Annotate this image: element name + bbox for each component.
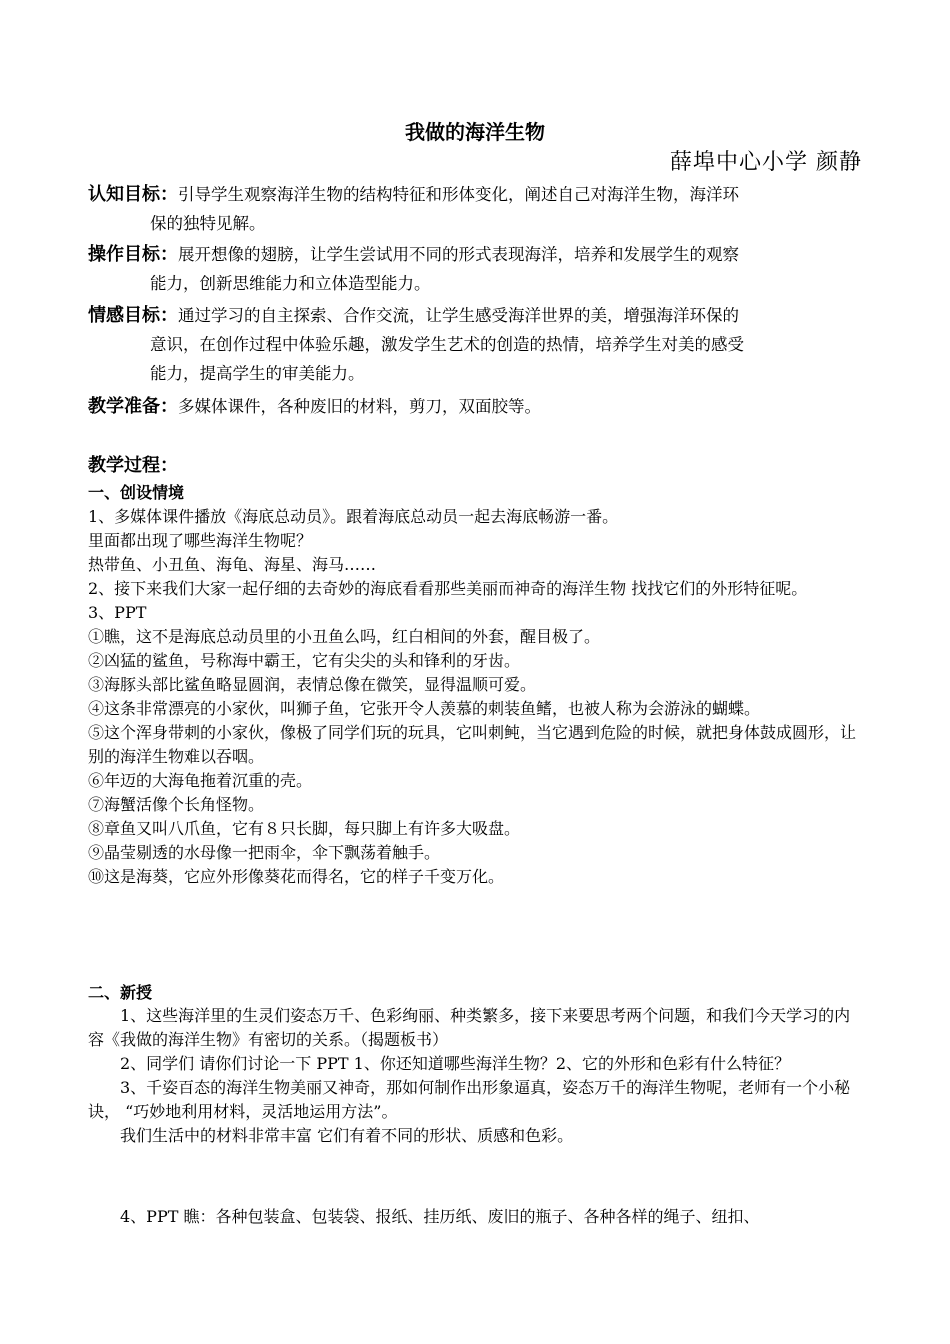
- goal-emotion: [88, 301, 866, 388]
- paragraph: 热带鱼、小丑鱼、海龟、海星、海马……: [88, 555, 377, 574]
- paragraph: 1、多媒体课件播放《海底总动员》。跟着海底总动员一起去海底畅游一番。: [88, 507, 619, 526]
- goal-text: 引导学生观察海洋生物的结构特征和形体变化，阐述自己对海洋生物，海洋环: [178, 185, 739, 204]
- goal-text-cont: 能力，创新思维能力和立体造型能力。: [150, 274, 431, 293]
- section-1-body: [88, 505, 866, 889]
- paragraph: ②凶猛的鲨鱼，号称海中霸王，它有尖尖的头和锋利的牙齿。: [88, 651, 521, 670]
- paragraph: 4、PPT 瞧：各种包装盒、包装袋、报纸、挂历纸、废旧的瓶子、各种各样的绳子、纽扣、: [120, 1207, 760, 1226]
- paragraph: 1、这些海洋里的生灵们姿态万千、色彩绚丽、种类繁多，接下来要思考两个问题，和我们今天学习的内容《我做的海洋生物》有密切的关系。（揭题板书）: [88, 1006, 851, 1049]
- paragraph: ⑧章鱼又叫八爪鱼，它有８只长脚，每只脚上有许多大吸盘。: [88, 819, 521, 838]
- paragraph: ⑨晶莹剔透的水母像一把雨伞，伞下飘荡着触手。: [88, 843, 441, 862]
- goal-text-cont: 能力，提高学生的审美能力。: [150, 364, 365, 383]
- paragraph: ⑥年迈的大海龟拖着沉重的壳。: [88, 771, 313, 790]
- goal-text: 展开想像的翅膀，让学生尝试用不同的形式表现海洋，培养和发展学生的观察: [178, 245, 739, 264]
- paragraph: ③海豚头部比鲨鱼略显圆润，表情总像在微笑，显得温顺可爱。: [88, 675, 537, 694]
- goal-text: 多媒体课件，各种废旧的材料，剪刀，双面胶等。: [178, 397, 541, 416]
- section-heading-2: 二、新授: [88, 983, 153, 1002]
- author-line: 薛埠中心小学 颜静: [670, 150, 862, 175]
- goal-cognitive: [88, 180, 866, 238]
- section-2-body: [88, 1004, 866, 1148]
- teaching-preparation: [88, 392, 866, 421]
- document-title: 我做的海洋生物: [405, 120, 545, 144]
- paragraph: ①瞧，这不是海底总动员里的小丑鱼么吗，红白相间的外套，醒目极了。: [88, 627, 601, 646]
- paragraph: 3、千姿百态的海洋生物美丽又神奇，那如何制作出形象逼真，姿态万千的海洋生物呢，老师有一个小秘诀， “巧妙地利用材料，灵活地运用方法”。: [88, 1078, 851, 1121]
- goal-text: 通过学习的自主探索、合作交流，让学生感受海洋世界的美，增强海洋环保的: [178, 306, 739, 325]
- goal-operation: [88, 240, 866, 298]
- paragraph: 里面都出现了哪些海洋生物呢？: [88, 531, 313, 550]
- paragraph: 2、同学们 请你们讨论一下 PPT 1、你还知道哪些海洋生物？2、它的外形和色彩有什么特征？: [120, 1054, 791, 1073]
- goal-label: 认知目标：: [88, 184, 178, 205]
- paragraph: ⑤这个浑身带刺的小家伙，像极了同学们玩的玩具，它叫刺鲀，当它遇到危险的时候，就把身体鼓成圆形，让别的海洋生物难以吞咽。: [88, 723, 857, 766]
- paragraph: ④这条非常漂亮的小家伙，叫狮子鱼，它张开令人羡慕的刺装鱼鳍，也被人称为会游泳的蝴蝶。: [88, 699, 761, 718]
- process-heading: 教学过程：: [88, 455, 178, 476]
- goal-text-cont: 保的独特见解。: [150, 214, 266, 233]
- paragraph: 我们生活中的材料非常丰富 它们有着不同的形状、质感和色彩。: [120, 1126, 574, 1145]
- goal-text-cont: 意识，在创作过程中体验乐趣，激发学生艺术的创造的热情，培养学生对美的感受: [150, 335, 744, 354]
- section-2-last-paragraph: [88, 1205, 866, 1229]
- paragraph: ⑦海蟹活像个长角怪物。: [88, 795, 265, 814]
- goal-label: 操作目标：: [88, 244, 178, 265]
- goal-label: 教学准备：: [88, 396, 178, 417]
- section-heading-1: 一、创设情境: [88, 483, 185, 502]
- paragraph: 2、接下来我们大家一起仔细的去奇妙的海底看看那些美丽而神奇的海洋生物 找找它们的外形特征呢。: [88, 579, 808, 598]
- paragraph: ⑩这是海葵，它应外形像葵花而得名，它的样子千变万化。: [88, 867, 505, 886]
- paragraph: 3、PPT: [88, 603, 147, 622]
- goal-label: 情感目标：: [88, 305, 178, 326]
